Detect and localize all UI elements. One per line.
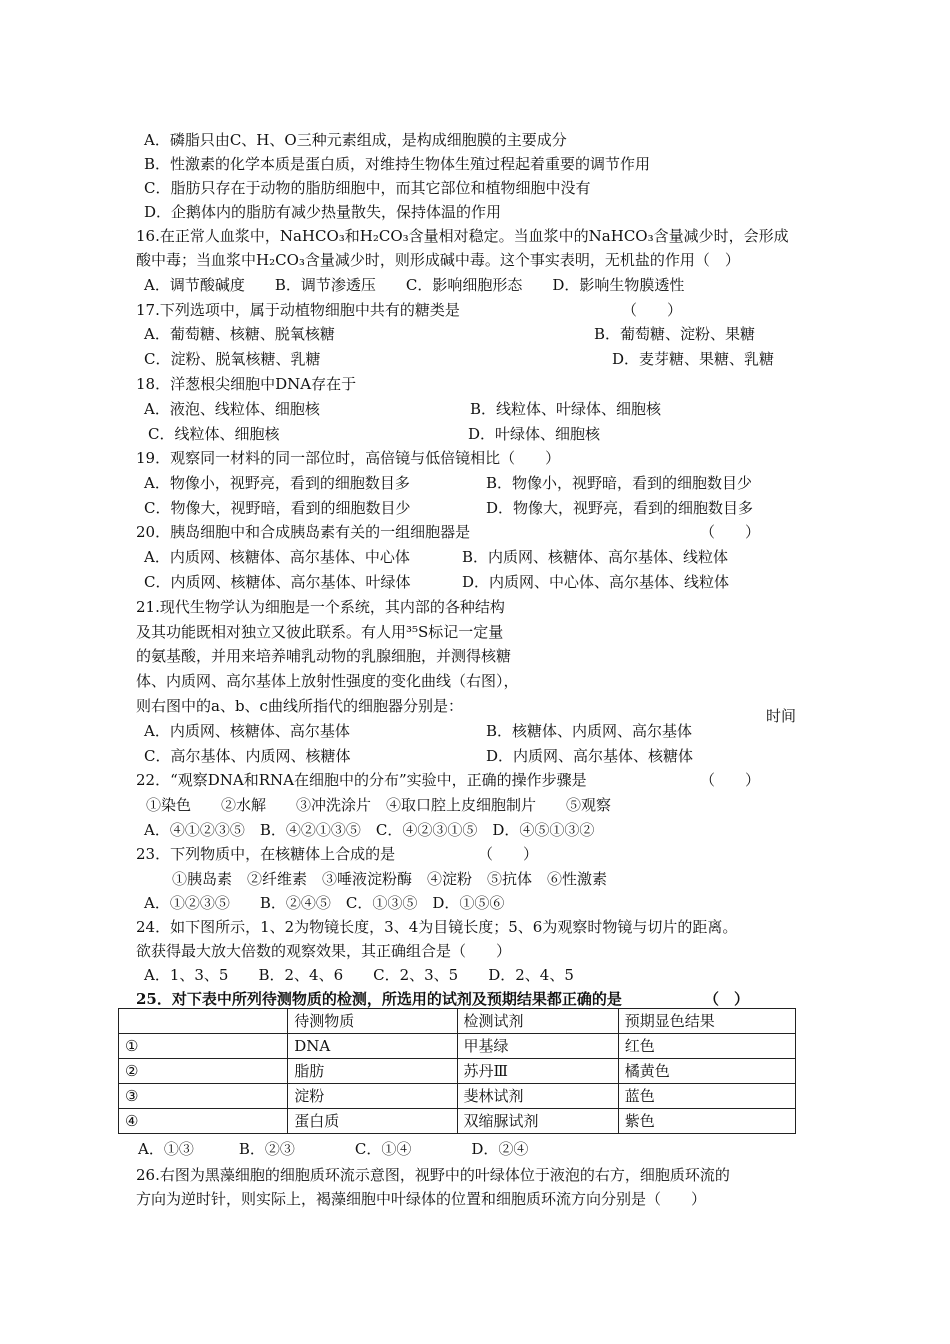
q15-option-d: D．企鹅体内的脂肪有减少热量散失，保持体温的作用 [144,203,502,221]
q20-option-d: D．内质网、中心体、高尔基体、线粒体 [462,573,730,591]
q19-option-d: D．物像大，视野亮，看到的细胞数目多 [486,499,754,517]
q15-option-a: A．磷脂只由C、H、O三种元素组成，是构成细胞膜的主要成分 [144,131,567,149]
table-cell: 双缩脲试剂 [457,1109,618,1134]
q21-stem-line5: 则右图中的a、b、c曲线所指代的细胞器分别是： [136,697,463,715]
table-header-cell [119,1009,288,1034]
table-cell: DNA [288,1034,457,1059]
q17-option-a: A．葡萄糖、核糖、脱氧核糖 [144,325,335,343]
q24-stem-line1: 24．如下图所示，1、2为物镜长度，3、4为目镜长度；5、6为观察时物镜与切片的距离。 [136,918,738,936]
q21-option-d: D．内质网、高尔基体、核糖体 [486,747,694,765]
table-cell: ④ [119,1109,288,1134]
table-row [119,1059,796,1084]
q21-figure-time-label: 时间 [766,707,797,725]
q16-options: A．调节酸碱度 B．调节渗透压 C．影响细胞形态 D．影响生物膜透性 [144,276,685,294]
table-cell: 甲基绿 [457,1034,618,1059]
q26-stem-line1: 26.右图为黑藻细胞的细胞质环流示意图，视野中的叶绿体位于液泡的右方，细胞质环流的 [136,1166,730,1184]
table-cell: 蓝色 [618,1084,795,1109]
q16-stem-line1: 16.在正常人血浆中，NaHCO₃和H₂CO₃含量相对稳定。当血浆中的NaHCO₃含量减少时，会形成 [136,227,789,245]
q18-option-a: A．液泡、线粒体、细胞核 [144,400,320,418]
q15-option-b: B．性激素的化学本质是蛋白质，对维持生物体生殖过程起着重要的调节作用 [144,155,651,173]
q19-option-a: A．物像小，视野亮，看到的细胞数目多 [144,474,410,492]
table-row [119,1084,796,1109]
q15-option-c: C．脂肪只存在于动物的脂肪细胞中，而其它部位和植物细胞中没有 [144,179,591,197]
q21-option-b: B．核糖体、内质网、高尔基体 [486,722,693,740]
q25-options: A．①③ B．②③ C．①④ D．②④ [138,1140,529,1158]
q26-stem-line2: 方向为逆时针，则实际上，褐藻细胞中叶绿体的位置和细胞质环流方向分别是（ ） [136,1190,707,1208]
q18-option-d: D．叶绿体、细胞核 [468,425,601,443]
q25-table [118,1008,796,1134]
table-cell: 蛋白质 [288,1109,457,1134]
q24-stem-line2: 欲获得最大放大倍数的观察效果，其正确组合是（ ） [136,942,512,960]
q22-stem: 22．“观察DNA和RNA在细胞中的分布”实验中，正确的操作步骤是 [136,771,587,789]
q18-stem: 18．洋葱根尖细胞中DNA存在于 [136,375,357,393]
q22-answer-paren: （ ） [700,771,761,789]
q23-items: ①胰岛素 ②纤维素 ③唾液淀粉酶 ④淀粉 ⑤抗体 ⑥性激素 [172,870,608,888]
q20-option-c: C．内质网、核糖体、高尔基体、叶绿体 [144,573,411,591]
table-cell: ① [119,1034,288,1059]
q25-answer-paren: （ ） [704,990,750,1008]
q19-option-b: B．物像小，视野暗，看到的细胞数目少 [486,474,753,492]
q22-options: A．④①②③⑤ B．④②①③⑤ C．④②③①⑤ D．④⑤①③② [144,821,595,839]
table-cell: 橘黄色 [618,1059,795,1084]
q20-stem: 20．胰岛细胞中和合成胰岛素有关的一组细胞器是 [136,523,471,541]
table-row [119,1109,796,1134]
table-cell: 脂肪 [288,1059,457,1084]
table-header-cell: 待测物质 [288,1009,457,1034]
q16-stem-line2: 酸中毒；当血浆中H₂CO₃含量减少时，则形成碱中毒。这个事实表明，无机盐的作用（ ） [136,251,740,269]
table-cell: 淀粉 [288,1084,457,1109]
q17-stem: 17.下列选项中，属于动植物细胞中共有的糖类是 [136,301,460,319]
q17-answer-paren: （ ） [622,301,683,319]
table-cell: 紫色 [618,1109,795,1134]
table-cell: ② [119,1059,288,1084]
q17-option-d: D．麦芽糖、果糖、乳糖 [612,350,775,368]
q21-stem-line1: 21.现代生物学认为细胞是一个系统，其内部的各种结构 [136,598,505,616]
q20-answer-paren: （ ） [700,523,761,541]
table-cell: 红色 [618,1034,795,1059]
q21-option-a: A．内质网、核糖体、高尔基体 [144,722,350,740]
q21-stem-line3: 的氨基酸，并用来培养哺乳动物的乳腺细胞，并测得核糖 [136,647,512,665]
table-cell: 苏丹Ⅲ [457,1059,618,1084]
q21-option-c: C．高尔基体、内质网、核糖体 [144,747,351,765]
q17-option-b: B．葡萄糖、淀粉、果糖 [594,325,756,343]
q21-stem-line2: 及其功能既相对独立又彼此联系。有人用³⁵S标记一定量 [136,623,504,641]
q19-stem: 19．观察同一材料的同一部位时，高倍镜与低倍镜相比（ ） [136,449,561,467]
q18-option-c: C．线粒体、细胞核 [148,425,280,443]
q20-option-a: A．内质网、核糖体、高尔基体、中心体 [144,548,410,566]
table-header-cell: 预期显色结果 [618,1009,795,1034]
q22-steps: ①染色 ②水解 ③冲洗涂片 ④取口腔上皮细胞制片 ⑤观察 [146,796,612,814]
q17-option-c: C．淀粉、脱氧核糖、乳糖 [144,350,321,368]
table-cell: 斐林试剂 [457,1084,618,1109]
q21-stem-line4: 体、内质网、高尔基体上放射性强度的变化曲线（右图）， [136,672,519,690]
q24-options: A．1、3、5 B．2、4、6 C．2、3、5 D．2、4、5 [144,966,574,984]
table-row [119,1034,796,1059]
q23-stem: 23．下列物质中，在核糖体上合成的是 [136,845,396,863]
q20-option-b: B．内质网、核糖体、高尔基体、线粒体 [462,548,729,566]
q23-options: A．①②③⑤ B．②④⑤ C．①③⑤ D．①⑤⑥ [144,894,505,912]
q19-option-c: C．物像大，视野暗，看到的细胞数目少 [144,499,411,517]
q23-answer-paren: （ ） [478,845,539,863]
q18-option-b: B．线粒体、叶绿体、细胞核 [470,400,662,418]
q25-stem: 25．对下表中所列待测物质的检测，所选用的试剂及预期结果都正确的是 [136,990,622,1008]
table-header-row [119,1009,796,1034]
table-cell: ③ [119,1084,288,1109]
table-header-cell: 检测试剂 [457,1009,618,1034]
